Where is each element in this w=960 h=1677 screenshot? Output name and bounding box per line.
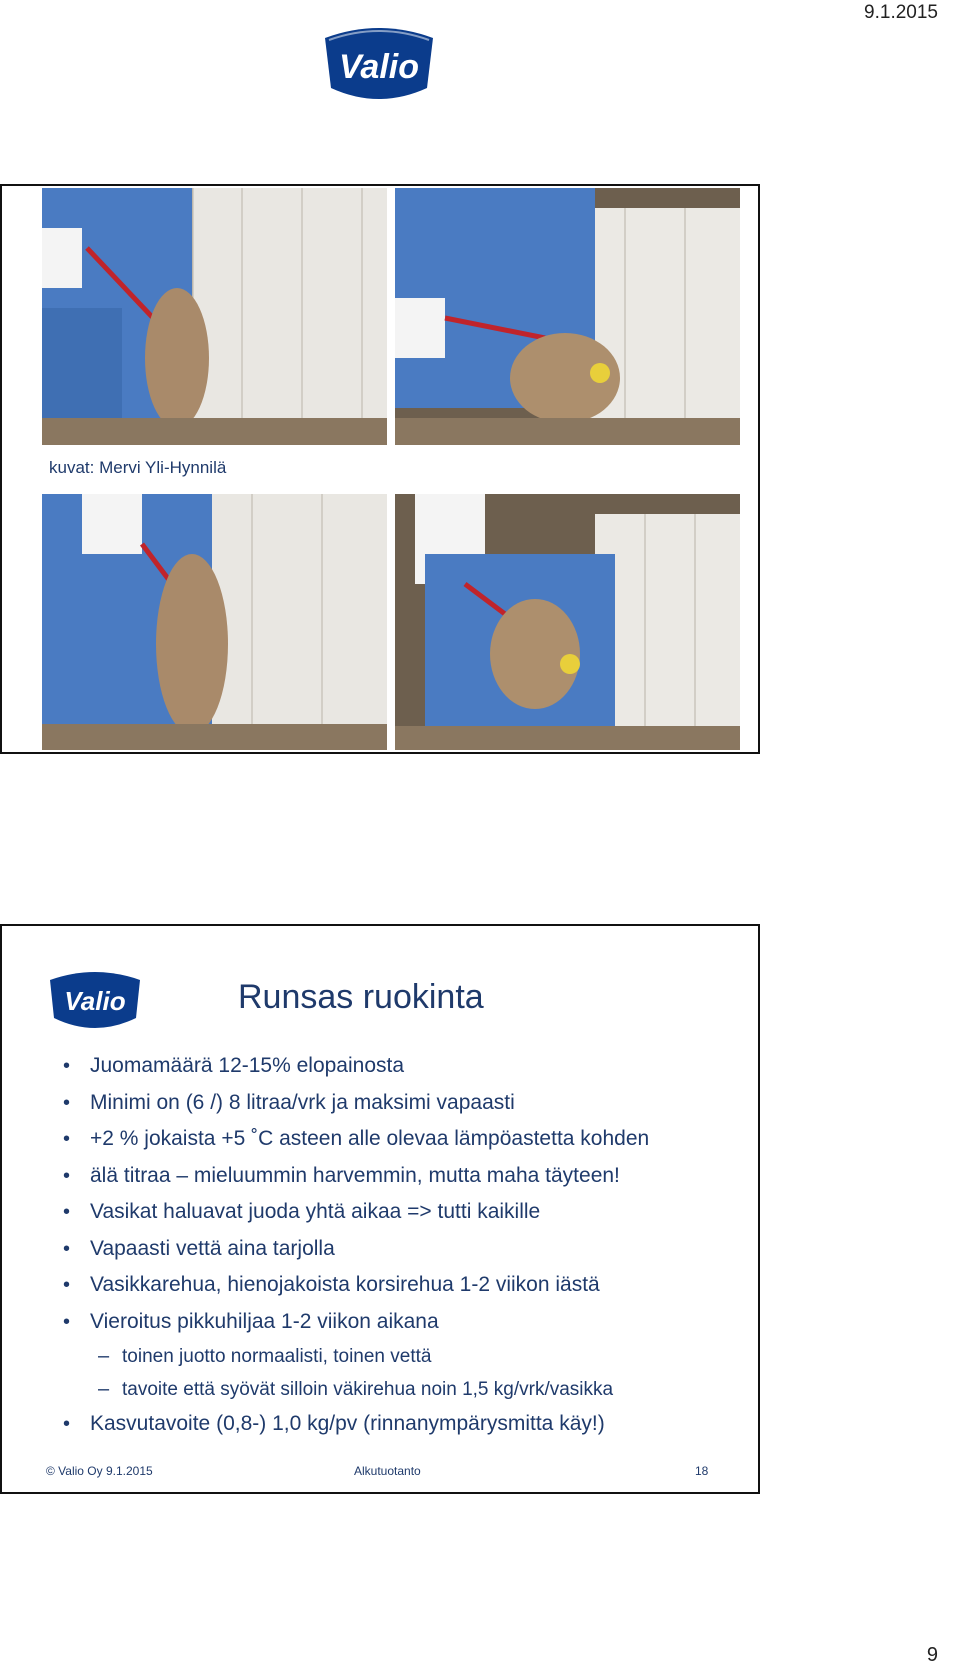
bullet-item — [62, 1267, 752, 1304]
page-date: 9.1.2015 — [864, 2, 938, 23]
bullet-item — [62, 1194, 752, 1231]
bullet-text: tavoite että syövät silloin väkirehua noin 1,5 kg/vrk/vasikka — [122, 1379, 614, 1400]
bullet-dot: • — [63, 1413, 71, 1435]
bullet-dot: • — [63, 1091, 71, 1114]
svg-text:Valio: Valio — [64, 986, 126, 1016]
bullet-text: Vasikkarehua, hienojakoista korsirehua 1-2 viikon iästä — [90, 1273, 600, 1296]
bullet-dot: • — [63, 1237, 71, 1260]
valio-logo-small — [44, 966, 146, 1036]
bullet-dot: • — [63, 1164, 71, 1187]
bullet-item — [62, 1085, 752, 1122]
sub-bullet-item — [62, 1373, 752, 1406]
photo-calf-feeding-3 — [42, 494, 387, 750]
bullet-text: älä titraa – mieluummin harvemmin, mutta maha täyteen! — [90, 1163, 620, 1187]
photo-calf-feeding-2 — [395, 188, 740, 445]
bullet-dot: • — [63, 1274, 71, 1296]
bullet-item — [62, 1158, 752, 1195]
slide-footer-section: Alkutuotanto — [354, 1464, 421, 1478]
slide-runsas-ruokinta — [0, 924, 760, 1494]
bullet-item — [62, 1048, 752, 1085]
bullet-dot: • — [63, 1055, 71, 1077]
bullet-text: Juomamäärä 12-15% elopainosta — [90, 1054, 405, 1077]
photo-calf-feeding-1 — [42, 188, 387, 445]
bullet-text: Vasikat haluavat juoda yhtä aikaa => tutti kaikille — [90, 1200, 541, 1223]
bullet-item — [62, 1231, 752, 1268]
dash-marker: – — [98, 1378, 110, 1400]
bullet-text: Minimi on (6 /) 8 litraa/vrk ja maksimi vapaasti — [90, 1090, 515, 1114]
slide-footer-number: 18 — [695, 1464, 709, 1478]
bullet-text: Kasvutavoite (0,8-) 1,0 kg/pv (rinnanympärysmitta käy!) — [90, 1412, 605, 1435]
bullet-item — [62, 1406, 752, 1443]
bullet-dot: • — [63, 1201, 71, 1223]
bullet-text: Vapaasti vettä aina tarjolla — [90, 1236, 335, 1260]
page-number: 9 — [926, 1644, 938, 1666]
bullet-item — [62, 1121, 752, 1158]
bullet-dot: • — [63, 1128, 71, 1150]
dash-marker: – — [98, 1345, 110, 1367]
photo-calf-feeding-4 — [395, 494, 740, 750]
bullet-text: Vieroitus pikkuhiljaa 1-2 viikon aikana — [90, 1309, 439, 1333]
bullet-item — [62, 1304, 752, 1341]
photo-credit: kuvat: Mervi Yli-Hynnilä — [49, 458, 227, 477]
valio-logo — [315, 18, 443, 111]
slide-photos — [0, 184, 760, 754]
svg-text:Valio: Valio — [339, 48, 419, 86]
bullet-list — [62, 1048, 752, 1443]
bullet-text: +2 % jokaista +5 ˚C asteen alle olevaa lämpöastetta kohden — [90, 1127, 650, 1150]
slide-title: Runsas ruokinta — [238, 978, 484, 1016]
slide-footer-copyright: © Valio Oy 9.1.2015 — [46, 1464, 153, 1478]
bullet-dot: • — [63, 1310, 71, 1333]
sub-bullet-item — [62, 1340, 752, 1373]
bullet-text: toinen juotto normaalisti, toinen vettä — [122, 1346, 432, 1367]
